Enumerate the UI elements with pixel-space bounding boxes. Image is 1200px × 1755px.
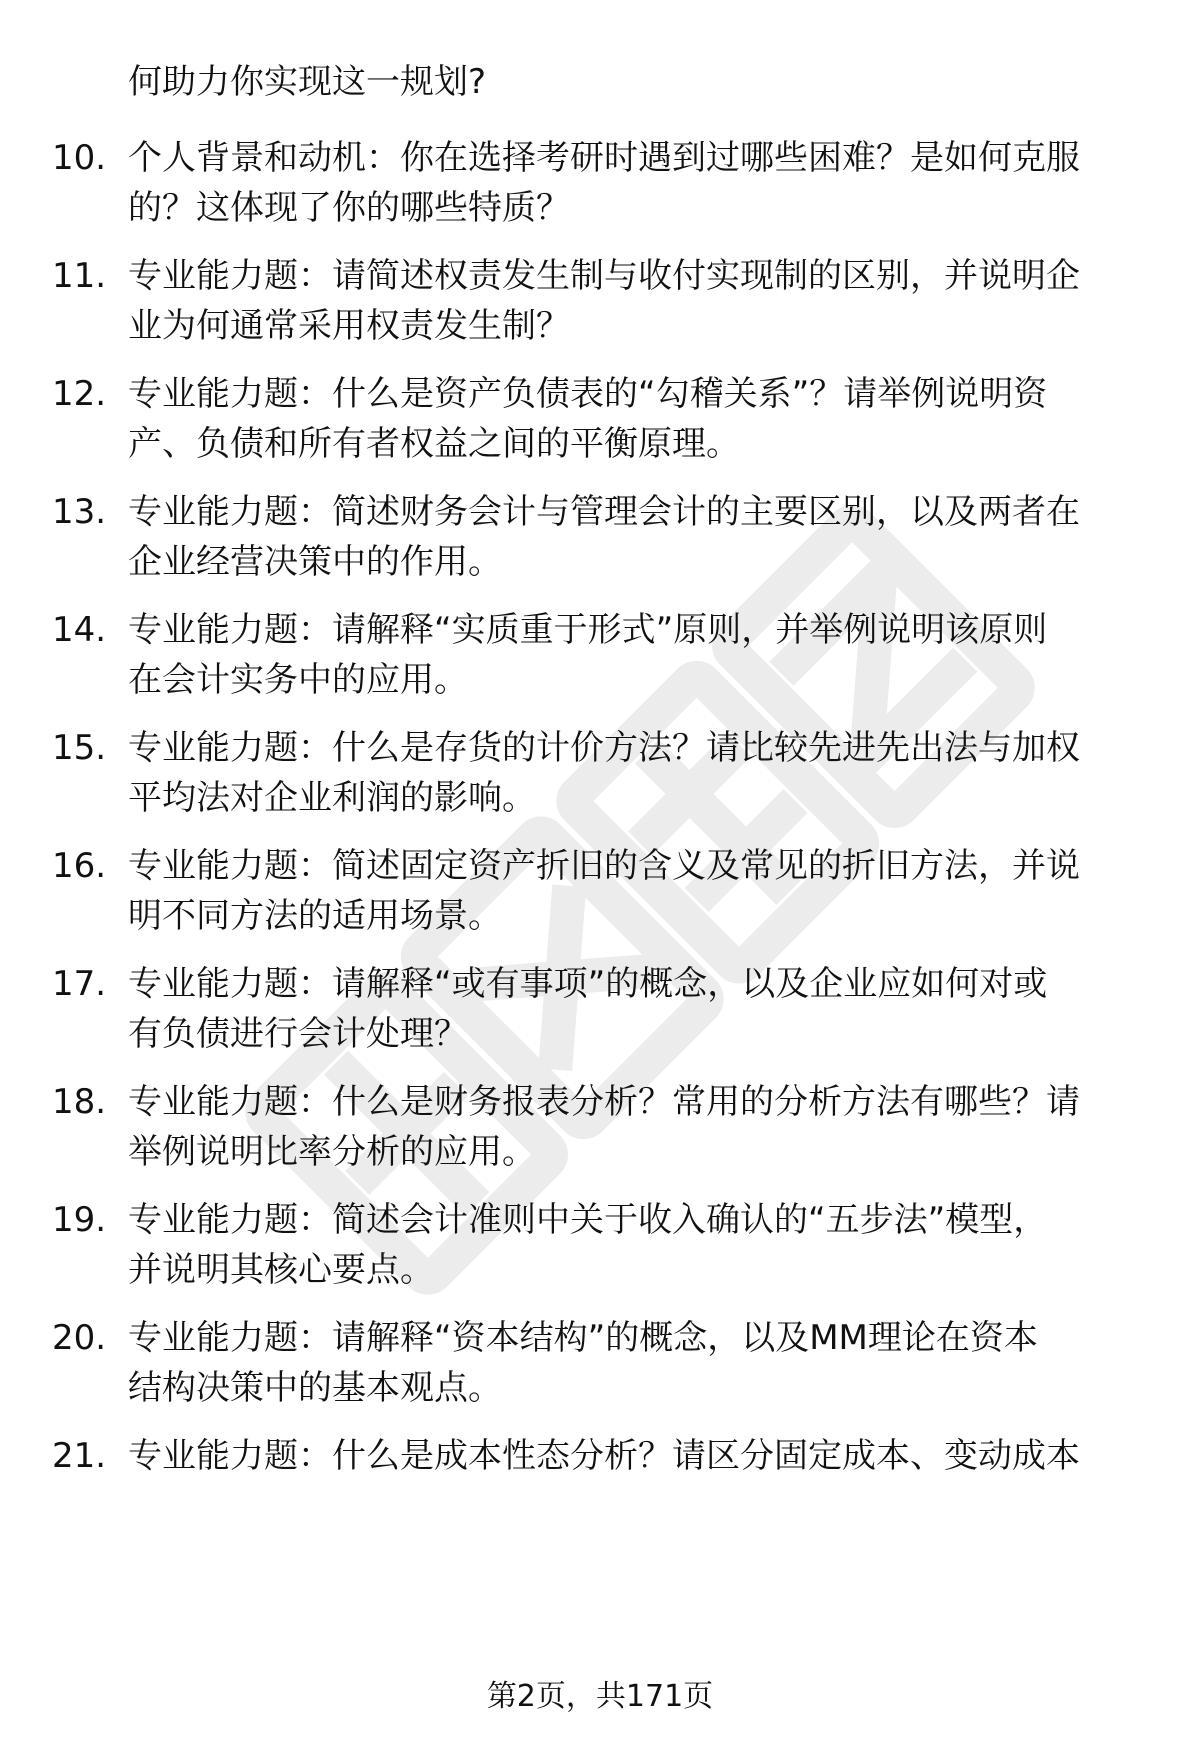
- question-number: 17.: [52, 964, 107, 1004]
- question-number: 15.: [52, 728, 107, 768]
- question-text-line: 专业能力题：请解释“资本结构”的概念，以及MM理论在资本: [128, 1318, 1038, 1358]
- question-text-line: 专业能力题：什么是成本性态分析？请区分固定成本、变动成本: [128, 1436, 1080, 1476]
- question-text-line: 在会计实务中的应用。: [128, 660, 468, 700]
- question-text-line: 个人背景和动机：你在选择考研时遇到过哪些困难？是如何克服: [128, 138, 1080, 178]
- question-text-line: 专业能力题：什么是存货的计价方法？请比较先进先出法与加权: [128, 728, 1080, 768]
- question-number: 12.: [52, 374, 107, 414]
- question-text-line: 专业能力题：请解释“或有事项”的概念，以及企业应如何对或: [128, 964, 1048, 1004]
- question-text-line: 专业能力题：请简述权责发生制与收付实现制的区别，并说明企: [128, 256, 1080, 296]
- question-number: 16.: [52, 846, 107, 886]
- question-text-line: 专业能力题：简述会计准则中关于收入确认的“五步法”模型，: [128, 1200, 1048, 1240]
- question-text-line: 专业能力题：什么是财务报表分析？常用的分析方法有哪些？请: [128, 1082, 1080, 1122]
- question-number: 20.: [52, 1318, 107, 1358]
- carryover-line: 何助力你实现这一规划?: [128, 62, 487, 102]
- question-text-line: 专业能力题：什么是资产负债表的“勾稽关系”？请举例说明资: [128, 374, 1048, 414]
- question-number: 10.: [52, 138, 107, 178]
- question-number: 11.: [52, 256, 107, 296]
- question-text-line: 结构决策中的基本观点。: [128, 1368, 502, 1408]
- page-footer: 第2页，共171页: [486, 1679, 714, 1714]
- question-text-line: 专业能力题：请解释“实质重于形式”原则，并举例说明该原则: [128, 610, 1048, 650]
- question-text-line: 专业能力题：简述固定资产折旧的含义及常见的折旧方法，并说: [128, 846, 1080, 886]
- question-text-line: 业为何通常采用权责发生制？: [128, 306, 570, 346]
- question-text-line: 企业经营决策中的作用。: [128, 542, 502, 582]
- question-text-line: 明不同方法的适用场景。: [128, 896, 502, 936]
- question-number: 21.: [52, 1436, 107, 1476]
- question-text-line: 有负债进行会计处理？: [128, 1014, 468, 1054]
- question-number: 13.: [52, 492, 107, 532]
- question-text-line: 举例说明比率分析的应用。: [128, 1132, 536, 1172]
- question-text-line: 的？这体现了你的哪些特质？: [128, 188, 570, 228]
- question-number: 18.: [52, 1082, 107, 1122]
- question-text-line: 并说明其核心要点。: [128, 1250, 434, 1290]
- question-text-line: 专业能力题：简述财务会计与管理会计的主要区别，以及两者在: [128, 492, 1080, 532]
- question-text-line: 平均法对企业利润的影响。: [128, 778, 536, 818]
- question-text-line: 产、负债和所有者权益之间的平衡原理。: [128, 424, 740, 464]
- question-number: 19.: [52, 1200, 107, 1240]
- question-number: 14.: [52, 610, 107, 650]
